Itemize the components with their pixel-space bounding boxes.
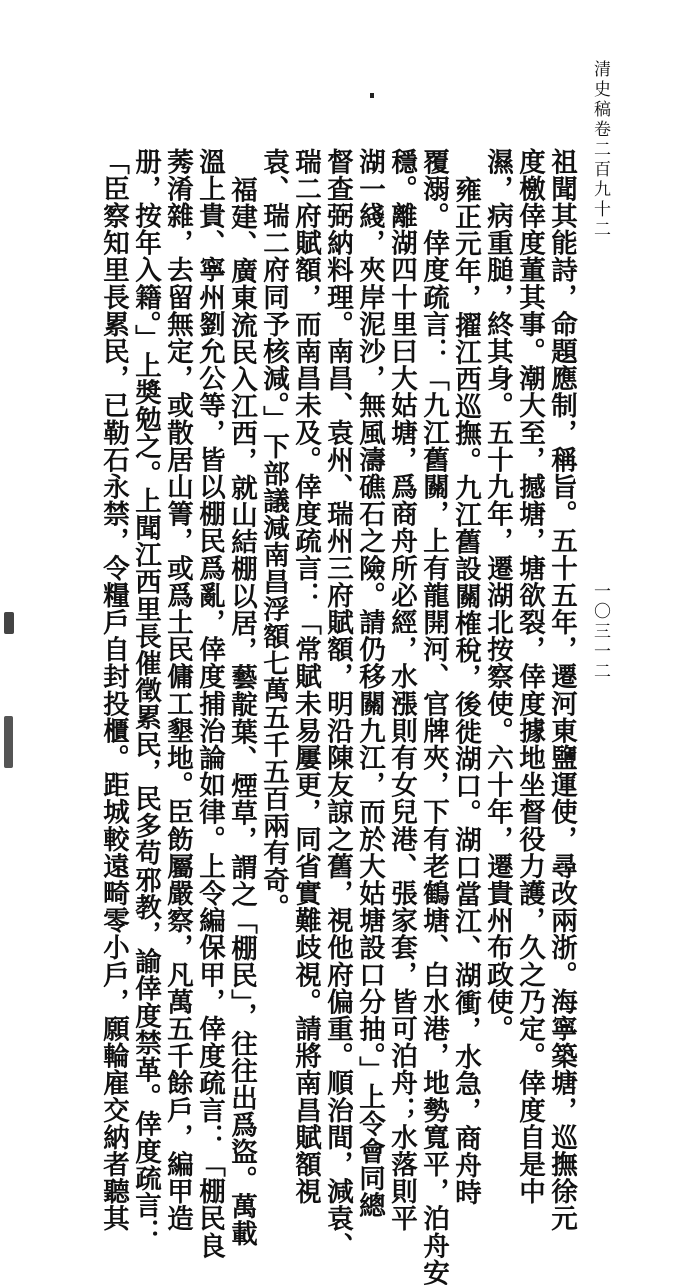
text-column-7: 湖一綫，夾岸泥沙，無風濤礁石之險。請仍移關九江，而於大姑塘設口分抽。」上令會同總 [354,148,385,1219]
text-column-10: 袁、瑞二府同予核減。」下部議減南昌浮額七萬五千五百兩有奇。 [258,148,289,921]
text-column-12: 溫上貴、寧州劉允公等，皆以棚民爲亂，倖度捕治論如律。上令編保甲，倖度疏言：「棚民良 [194,148,225,1260]
running-title: 清史稿卷二百九十二 [590,60,610,240]
text-column-8: 督查弼納料理。南昌、袁州、瑞州三府賦額，明沿陳友諒之舊，視他府偏重。順治間，減袁、 [322,148,353,1260]
binding-smudge [4,716,13,768]
text-column-13: 莠淆雜，去留無定，或散居山箐，或爲土民傭工墾地。臣飭屬嚴察，凡萬五千餘戶，編甲造 [162,148,193,1232]
text-column-4: 雍正元年，擢江西巡撫。九江舊設關榷稅，後徙湖口。湖口當江、湖衝，水急，商舟時 [450,176,481,1206]
page-number: 一〇三一二 [590,582,610,682]
text-column-2: 度檄倖度董其事。潮大至，撼塘，塘欲裂，倖度據地坐督役力護，久之乃定。倖度自是中 [514,148,545,1205]
text-column-1: 祖聞其能詩，命題應制，稱旨。五十五年，遷河東鹽運使，尋改兩浙。海寧築塘，巡撫徐元 [546,148,577,1232]
text-column-14: 册，按年入籍。」上奬勉之。上聞江西里長催徵累民，民多苟邪教，諭倖度禁革。倖度疏言： [130,148,161,1246]
text-column-15: 「臣察知里長累民，已勒石永禁，令糧戶自封投櫃。距城較遠畸零小戶，願輪雇交納者聽其 [98,148,129,1232]
text-column-9: 瑞二府賦額，而南昌未及。倖度疏言：「常賦未易屢更，同省實難歧視。請將南昌賦額視 [290,148,321,1205]
ink-dot [370,93,374,98]
text-column-3: 濕，病重膇，終其身。五十九年，遷湖北按察使。六十年，遷貴州布政使。 [482,148,513,1043]
text-column-5: 覆溺。倖度疏言：「九江舊關，上有龍開河、官牌夾，下有老鶴塘、白水港，地勢寬平，泊舟安 [418,148,449,1286]
binding-smudge [4,612,14,634]
text-column-6: 穩。離湖四十里曰大姑塘，爲商舟所必經，水漲則有女兒港、張家套，皆可泊舟；水落則平 [386,148,417,1232]
text-column-11: 福建、廣東流民入江西，就山結棚以居，藝靛葉、煙草，謂之「棚民」，往往出爲盜。萬載 [226,176,257,1247]
